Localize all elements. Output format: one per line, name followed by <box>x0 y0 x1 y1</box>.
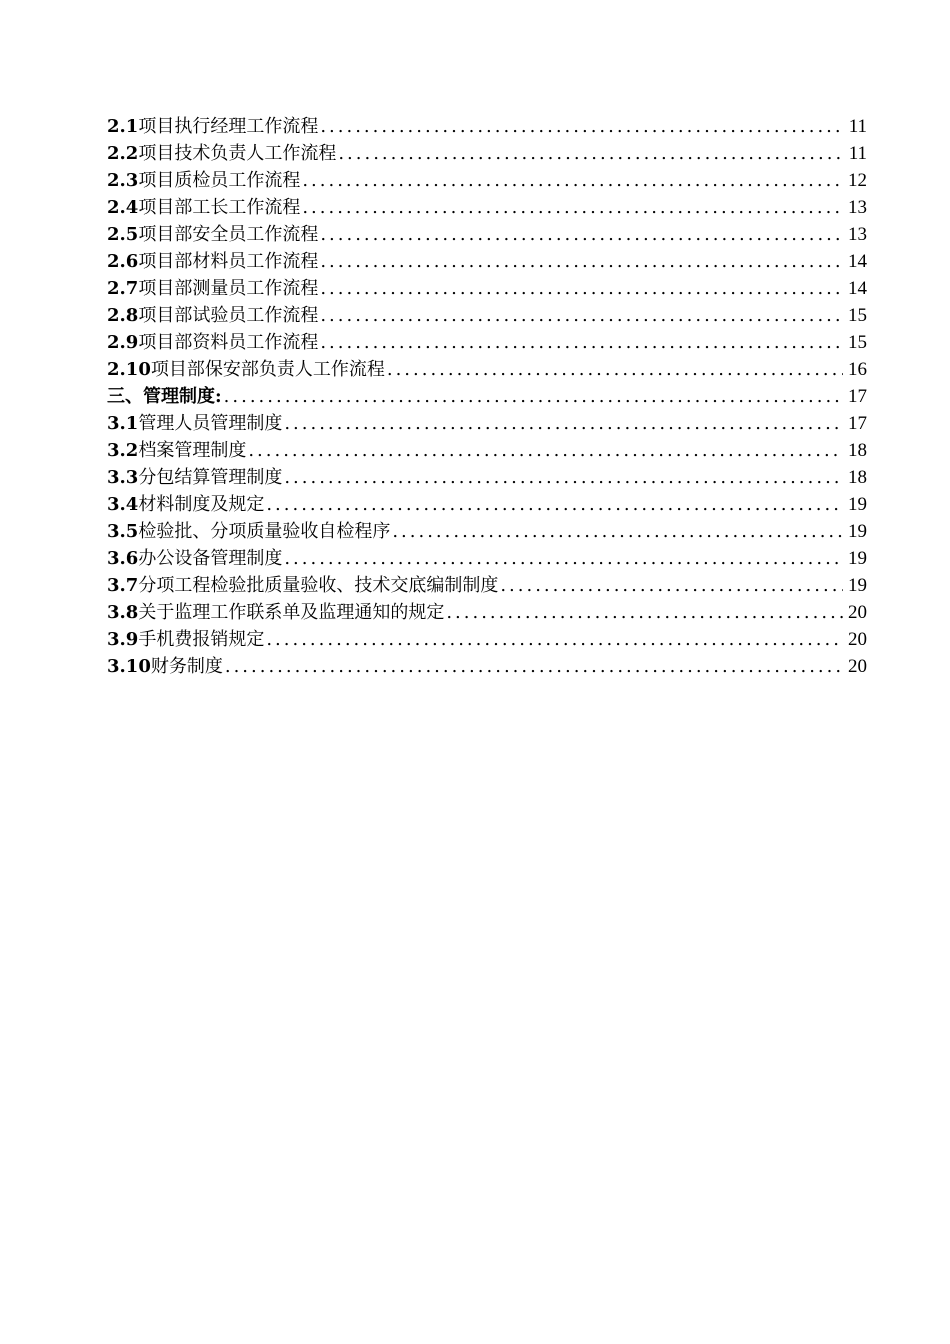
toc-entry-number: 2.6 <box>107 251 139 272</box>
toc-entry[interactable] <box>107 410 867 437</box>
toc-entry-number: 3.6 <box>107 548 139 569</box>
toc-leader-dots <box>320 302 843 329</box>
toc-entry-title: 检验批、分项质量验收自检程序 <box>138 521 391 542</box>
toc-entry-title: 项目部测量员工作流程 <box>138 278 319 299</box>
toc-leader-dots <box>320 275 843 302</box>
toc-entry-number: 3.8 <box>107 602 139 623</box>
toc-entry-title: 项目质检员工作流程 <box>138 170 301 191</box>
toc-entry-title: 项目部材料员工作流程 <box>138 251 319 272</box>
toc-leader-dots <box>320 329 843 356</box>
toc-entry-number: 2.5 <box>107 224 139 245</box>
toc-leader-dots <box>224 383 843 410</box>
toc-entry-title: 项目部资料员工作流程 <box>138 332 319 353</box>
toc-entry-number: 三、 <box>107 386 143 407</box>
toc-entry-page: 19 <box>848 575 867 596</box>
toc-entry-page: 20 <box>848 656 867 677</box>
toc-entry-title: 项目部安全员工作流程 <box>138 224 319 245</box>
toc-entry-title: 财务制度 <box>150 656 223 677</box>
toc-leader-dots <box>284 410 843 437</box>
toc-entry-page: 18 <box>848 440 867 461</box>
toc-entry-page: 14 <box>848 278 867 299</box>
toc-leader-dots <box>266 626 843 653</box>
toc-entry-title: 办公设备管理制度 <box>138 548 283 569</box>
toc-entry-page: 18 <box>848 467 867 488</box>
toc-entry-title: 项目执行经理工作流程 <box>138 116 319 137</box>
toc-entry-number: 2.1 <box>107 116 139 137</box>
toc-leader-dots <box>266 491 843 518</box>
toc-entry-page: 12 <box>848 170 867 191</box>
toc-entry-number: 2.4 <box>107 197 139 218</box>
toc-entry-number: 3.9 <box>107 629 139 650</box>
toc-leader-dots <box>320 113 843 140</box>
toc-entry[interactable] <box>107 626 867 653</box>
toc-entry-title: 分包结算管理制度 <box>138 467 283 488</box>
toc-leader-dots <box>392 518 843 545</box>
toc-entry[interactable] <box>107 221 867 248</box>
toc-entry-title: 管理制度: <box>143 386 222 407</box>
toc-entry-page: 19 <box>848 548 867 569</box>
toc-entry-title: 手机费报销规定 <box>138 629 265 650</box>
toc-leader-dots <box>320 221 843 248</box>
toc-entry-page: 16 <box>848 359 867 380</box>
toc-entry[interactable] <box>107 275 867 302</box>
toc-leader-dots <box>284 545 843 572</box>
toc-entry[interactable] <box>107 302 867 329</box>
toc-entry[interactable] <box>107 194 867 221</box>
toc-entry[interactable] <box>107 113 867 140</box>
toc-entry-title: 分项工程检验批质量验收、技术交底编制制度 <box>138 575 499 596</box>
toc-entry-page: 20 <box>848 629 867 650</box>
toc-leader-dots <box>338 140 843 167</box>
toc-entry-number: 2.10 <box>107 359 151 380</box>
toc-entry[interactable] <box>107 464 867 491</box>
toc-entry-number: 2.8 <box>107 305 139 326</box>
toc-entry-number: 3.4 <box>107 494 139 515</box>
toc-entry-number: 3.2 <box>107 440 139 461</box>
toc-entry-page: 13 <box>848 224 867 245</box>
toc-entry[interactable] <box>107 167 867 194</box>
toc-entry-page: 11 <box>848 143 867 164</box>
toc-leader-dots <box>387 356 843 383</box>
toc-entry-title: 档案管理制度 <box>138 440 247 461</box>
toc-leader-dots <box>446 599 843 626</box>
toc-entry[interactable] <box>107 518 867 545</box>
toc-entry[interactable] <box>107 383 867 410</box>
toc-entry[interactable] <box>107 653 867 680</box>
toc-entry-title: 项目技术负责人工作流程 <box>138 143 337 164</box>
toc-entry-number: 3.7 <box>107 575 139 596</box>
toc-leader-dots <box>302 167 843 194</box>
toc-entry-page: 15 <box>848 332 867 353</box>
toc-entry-page: 11 <box>848 116 867 137</box>
toc-leader-dots <box>500 572 843 599</box>
toc-entry-page: 13 <box>848 197 867 218</box>
toc-entry[interactable] <box>107 572 867 599</box>
toc-leader-dots <box>248 437 843 464</box>
toc-entry[interactable] <box>107 329 867 356</box>
table-of-contents <box>107 113 867 680</box>
toc-entry-page: 14 <box>848 251 867 272</box>
toc-entry-number: 3.10 <box>107 656 151 677</box>
toc-entry[interactable] <box>107 248 867 275</box>
toc-entry-number: 3.1 <box>107 413 139 434</box>
toc-entry[interactable] <box>107 356 867 383</box>
toc-entry[interactable] <box>107 599 867 626</box>
toc-leader-dots <box>320 248 843 275</box>
toc-entry-title: 项目部试验员工作流程 <box>138 305 319 326</box>
toc-entry-title: 项目部工长工作流程 <box>138 197 301 218</box>
toc-entry-number: 3.3 <box>107 467 139 488</box>
toc-entry-number: 3.5 <box>107 521 139 542</box>
toc-entry[interactable] <box>107 491 867 518</box>
toc-leader-dots <box>225 653 843 680</box>
toc-entry[interactable] <box>107 437 867 464</box>
toc-entry-page: 20 <box>848 602 867 623</box>
toc-entry-page: 19 <box>848 521 867 542</box>
toc-entry-title: 管理人员管理制度 <box>138 413 283 434</box>
toc-entry[interactable] <box>107 140 867 167</box>
toc-entry[interactable] <box>107 545 867 572</box>
toc-entry-page: 17 <box>848 413 867 434</box>
toc-leader-dots <box>302 194 843 221</box>
toc-entry-number: 2.9 <box>107 332 139 353</box>
toc-leader-dots <box>284 464 843 491</box>
toc-entry-page: 15 <box>848 305 867 326</box>
toc-entry-page: 17 <box>848 386 867 407</box>
toc-entry-number: 2.3 <box>107 170 139 191</box>
toc-entry-number: 2.2 <box>107 143 139 164</box>
toc-entry-page: 19 <box>848 494 867 515</box>
toc-entry-title: 项目部保安部负责人工作流程 <box>150 359 385 380</box>
toc-entry-title: 材料制度及规定 <box>138 494 265 515</box>
toc-entry-title: 关于监理工作联系单及监理通知的规定 <box>138 602 445 623</box>
toc-entry-number: 2.7 <box>107 278 139 299</box>
